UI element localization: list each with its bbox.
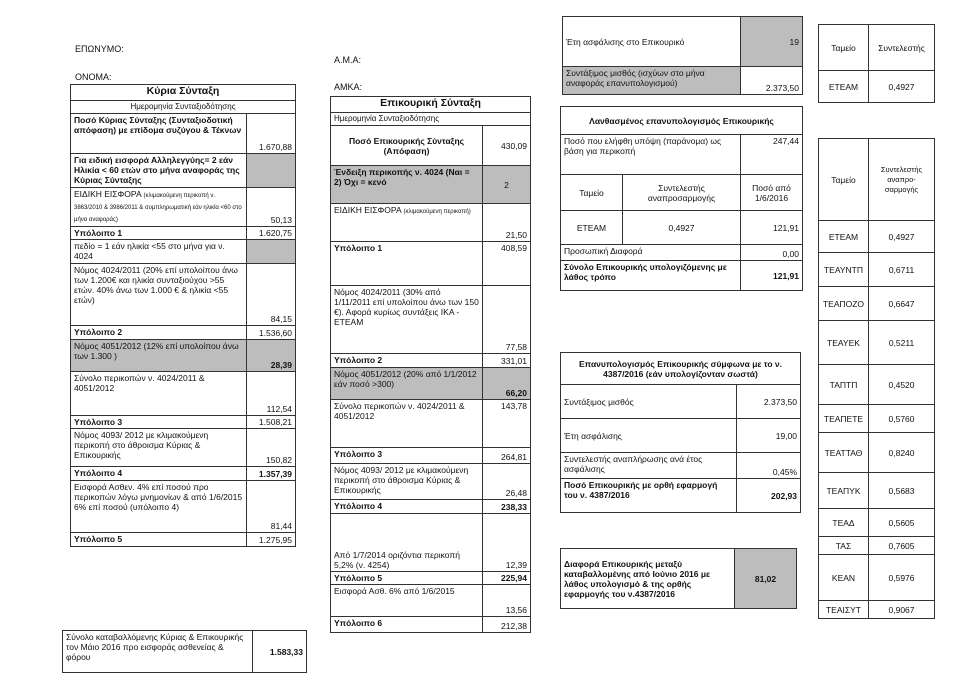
- fund-rate-row-fund: ΤΑΣ: [819, 537, 869, 555]
- aux-horizontal-cut-label: Από 1/7/2014 οριζόντια περικοπή 5,2% (ν. 4254): [331, 514, 483, 572]
- aux-balance-2-value: 331,01: [483, 354, 531, 368]
- aux-law-4024-value: 77,58: [483, 286, 531, 354]
- wrong-base-label: Ποσό που ελήφθη υπόψη (παράνομα) ως βάση για περικοπή: [561, 135, 741, 175]
- aux-amount-label: Ποσό Επικουρικής Σύνταξης (Απόφαση): [331, 126, 483, 166]
- fund-rate-row-fund: ΤΑΠΤΠ: [819, 365, 869, 405]
- fund-rates-col-rate: Συντελεστής αναπρο-σαρμογής: [869, 139, 935, 221]
- fund-rate-row-fund: ΤΕΑΠΥΚ: [819, 473, 869, 509]
- fund-rate-row-fund: ΤΕΑΥΕΚ: [819, 321, 869, 365]
- difference-label: Διαφορά Επικουρικής μεταξύ καταβαλλομένης από Ιούνιο 2016 με λάθος υπολογισμό & της ορθής εφαρμογής του ν.4387/2016: [561, 549, 735, 609]
- main-balance-3-label: Υπόλοιπο 3: [71, 416, 247, 429]
- main-cuts-total-value: 112,54: [247, 372, 296, 416]
- fund-rate-row-fund: ΕΤΕΑΜ: [819, 221, 869, 253]
- fund-rate-row-fund: ΚΕΑΝ: [819, 555, 869, 601]
- fund-small-fund: ΕΤΕΑΜ: [819, 71, 869, 103]
- aux-law-4093-label: Νόμος 4093/ 2012 με κλιμακούμενη περικοπή στο άθροισμα Κύριας & Επικουρικής: [331, 464, 483, 500]
- main-balance-4-value: 1.357,39: [247, 467, 296, 481]
- age-field-value: [247, 240, 296, 264]
- special-contribution-value: 50,13: [247, 188, 296, 227]
- main-cuts-total-label: Σύνολο περικοπών ν. 4024/2011 & 4051/2012: [71, 372, 247, 416]
- personal-diff-label: Προσωπική Διαφορά: [561, 245, 741, 261]
- main-balance-2-label: Υπόλοιπο 2: [71, 326, 247, 340]
- main-balance-1-value: 1.620,75: [247, 227, 296, 240]
- fund-rates-table: [818, 138, 935, 619]
- main-health-contribution-value: 81,44: [247, 481, 296, 533]
- special-contribution-note: (κλιμακούμενη περικοπή ν. 3863/2010 & 3986/2011 & συμπληρωματική εάν ηλικία <60 στο μήνα αναφοράς): [74, 193, 242, 223]
- main-pension-table: [70, 84, 296, 547]
- fund-rate-row-fund: ΤΕΑΠΕΤΕ: [819, 405, 869, 433]
- correct-years-label: Έτη ασφάλισης: [561, 419, 737, 453]
- aux-balance-3-label: Υπόλοιπο 3: [331, 448, 483, 464]
- main-pension-title: Κύρια Σύνταξη: [71, 85, 296, 101]
- fund-rate-row-rate: 0,6647: [869, 287, 935, 321]
- wrong-calc-title: Λανθασμένος επανυπολογισμός Επικουρικής: [561, 107, 803, 135]
- amka-label: ΑΜΚΑ:: [334, 82, 363, 92]
- aux-balance-4-value: 238,33: [483, 500, 531, 514]
- correct-salary-value: 2.373,50: [737, 385, 801, 419]
- main-law-4051-value: 28,39: [247, 340, 296, 372]
- aux-balance-5-value: 225,94: [483, 572, 531, 585]
- aux-law-4093-value: 26,48: [483, 464, 531, 500]
- aux-pension-title: Επικουρική Σύνταξη: [331, 97, 531, 113]
- fund-small-table: [818, 24, 935, 103]
- aux-years-value: 19: [741, 17, 803, 67]
- aux-balance-3-value: 264,81: [483, 448, 531, 464]
- main-balance-5-label: Υπόλοιπο 5: [71, 533, 247, 547]
- fund-rate-row-rate: 0,4520: [869, 365, 935, 405]
- fund-rate-row-rate: 0,4927: [869, 221, 935, 253]
- wrong-rate: 0,4927: [623, 211, 741, 245]
- aux-balance-1-label: Υπόλοιπο 1: [331, 242, 483, 286]
- correct-calc-table: [560, 352, 801, 513]
- name-label: ΟΝΟΜΑ:: [75, 72, 112, 82]
- main-balance-5-value: 1.275,95: [247, 533, 296, 547]
- fund-rate-row-fund: ΤΕΑΥΝΤΠ: [819, 253, 869, 287]
- wrong-total-label: Σύνολο Επικουρικής υπολογιζόμενης με λάθος τρόπο: [561, 261, 741, 291]
- wrong-amount: 121,91: [741, 211, 803, 245]
- surname-label: ΕΠΩΝΥΜΟ:: [75, 44, 124, 54]
- aux-pension-date-label: Ημερομηνία Συνταξιοδότησης: [331, 113, 531, 126]
- main-law-4051-label: Νόμος 4051/2012 (12% επί υπολοίπου άνω των 1.300 ): [71, 340, 247, 372]
- aux-balance-2-label: Υπόλοιπο 2: [331, 354, 483, 368]
- aux-cuts-total-value: 143,78: [483, 400, 531, 448]
- fund-rate-row-rate: 0,5760: [869, 405, 935, 433]
- main-law-4024-label: Νόμος 4024/2011 (20% επί υπολοίπου άνω των 1.200€ και ηλικία συνταξιούχου >55 ετών. 40% άνω των 1.000 € & ηλικία <55 ετών): [71, 264, 247, 326]
- aux-law-4051-label: Νόμος 4051/2012 (20% από 1/1/2012 εάν ποσό >300): [331, 368, 483, 400]
- correct-salary-label: Συντάξιμος μισθός: [561, 385, 737, 419]
- fund-rate-row-rate: 0,5683: [869, 473, 935, 509]
- total-paid-label: Σύνολο καταβαλλόμενης Κύριας & Επικουρικής τον Μάιο 2016 προ εισφοράς ασθενείας & φόρου: [63, 631, 253, 673]
- fund-rate-row-rate: 0,8240: [869, 433, 935, 473]
- fund-rate-row-rate: 0,7605: [869, 537, 935, 555]
- main-health-contribution-label: Εισφορά Ασθεν. 4% επί ποσού προ περικοπών λόγω μνημονίων & από 1/6/2015 6% επί ποσού (υπόλοιπο 4): [71, 481, 247, 533]
- fund-rate-row-rate: 0,5211: [869, 321, 935, 365]
- aux-special-contribution-label: ΕΙΔΙΚΗ ΕΙΣΦΟΡΑ: [334, 205, 402, 215]
- correct-rate-label: Συντελεστής αναπλήρωσης ανά έτος ασφάλισης: [561, 453, 737, 479]
- ama-label: Α.Μ.Α:: [334, 55, 362, 65]
- total-paid-value: 1.583,33: [253, 631, 307, 673]
- years-salary-table: [562, 16, 803, 95]
- aux-salary-label: Συντάξιμος μισθός (ισχύων στο μήνα αναφοράς επανυπολογισμού): [563, 67, 741, 95]
- difference-table: [560, 548, 797, 609]
- main-amount-label: Ποσό Κύριας Σύνταξης (Συνταξιοδοτική απόφαση) με επίδομα συζύγου & Τέκνων: [71, 114, 247, 154]
- cut-indicator-label: Ένδειξη περικοπής ν. 4024 (Ναι = 2) Όχι = κενό: [331, 166, 483, 204]
- fund-rate-row-fund: ΤΕΑΠΟΖΟ: [819, 287, 869, 321]
- fund-small-col-fund: Ταμείο: [819, 25, 869, 71]
- aux-health-contribution-value: 13,56: [483, 585, 531, 617]
- main-law-4024-value: 84,15: [247, 264, 296, 326]
- personal-diff-value: 0,00: [741, 245, 803, 261]
- age-field-label: πεδίο = 1 εάν ηλικία <55 στο μήνα για ν. 4024: [71, 240, 247, 264]
- aux-special-contribution-cell: [331, 204, 483, 242]
- fund-rate-row-fund: ΤΕΑΤΤΑΘ: [819, 433, 869, 473]
- wrong-total-value: 121,91: [741, 261, 803, 291]
- fund-rate-row-rate: 0,5976: [869, 555, 935, 601]
- main-balance-4-label: Υπόλοιπο 4: [71, 467, 247, 481]
- fund-small-col-rate: Συντελεστής: [869, 25, 935, 71]
- fund-rate-row-fund: ΤΕΑΙΣΥΤ: [819, 601, 869, 619]
- wrong-base-value: 247,44: [741, 135, 803, 175]
- main-amount-value: 1.670,88: [247, 114, 296, 154]
- wrong-col-rate: Συντελεστής αναπροσαρμογής: [623, 175, 741, 211]
- wrong-calc-table: [560, 106, 803, 291]
- difference-value: 81,02: [735, 549, 797, 609]
- aux-balance-5-label: Υπόλοιπο 5: [331, 572, 483, 585]
- fund-rate-row-rate: 0,9067: [869, 601, 935, 619]
- main-balance-1-label: Υπόλοιπο 1: [71, 227, 247, 240]
- correct-years-value: 19,00: [737, 419, 801, 453]
- aux-years-label: Έτη ασφάλισης στο Επικουρικό: [563, 17, 741, 67]
- wrong-col-fund: Ταμείο: [561, 175, 623, 211]
- main-law-4093-label: Νόμος 4093/ 2012 με κλιμακούμενη περικοπή στο άθροισμα Κύριας & Επικουρικής: [71, 429, 247, 467]
- aux-cuts-total-label: Σύνολο περικοπών ν. 4024/2011 & 4051/2012: [331, 400, 483, 448]
- aux-law-4051-value: 66,20: [483, 368, 531, 400]
- fund-rate-row-rate: 0,5605: [869, 509, 935, 537]
- aux-special-contribution-value: 21,50: [483, 204, 531, 242]
- aux-horizontal-cut-value: 12,39: [483, 514, 531, 572]
- main-pension-date-label: Ημερομηνία Συνταξιοδότησης: [71, 101, 296, 114]
- solidarity-label: Για ειδική εισφορά Αλληλεγγύης= 2 εάν Ηλικία < 60 ετών στο μήνα αναφοράς της Κύριας Σύνταξης: [71, 154, 247, 188]
- main-law-4093-value: 150,82: [247, 429, 296, 467]
- correct-amount-label: Ποσό Επικουρικής με ορθή εφαρμογή του ν. 4387/2016: [561, 479, 737, 513]
- wrong-col-amount: Ποσό από 1/6/2016: [741, 175, 803, 211]
- cut-indicator-value: 2: [483, 166, 531, 204]
- aux-pension-table: [330, 96, 531, 633]
- aux-salary-value: 2.373,50: [741, 67, 803, 95]
- main-balance-3-value: 1.508,21: [247, 416, 296, 429]
- special-contribution-label: ΕΙΔΙΚΗ ΕΙΣΦΟΡΑ: [74, 189, 142, 199]
- fund-rate-row-fund: ΤΕΑΔ: [819, 509, 869, 537]
- fund-rates-col-fund: Ταμείο: [819, 139, 869, 221]
- correct-rate-value: 0,45%: [737, 453, 801, 479]
- aux-special-contribution-note: (κλιμακούμενη περικοπή): [403, 209, 471, 215]
- aux-balance-6-value: 212,38: [483, 617, 531, 633]
- main-balance-2-value: 1.536,60: [247, 326, 296, 340]
- solidarity-value: [247, 154, 296, 188]
- wrong-fund: ΕΤΕΑΜ: [561, 211, 623, 245]
- aux-balance-1-value: 408,59: [483, 242, 531, 286]
- correct-amount-value: 202,93: [737, 479, 801, 513]
- aux-balance-4-label: Υπόλοιπο 4: [331, 500, 483, 514]
- aux-health-contribution-label: Εισφορά Ασθ. 6% από 1/6/2015: [331, 585, 483, 617]
- special-contribution-cell: [71, 188, 247, 227]
- correct-calc-title: Επανυπολογισμός Επικουρικής σύμφωνα με το ν. 4387/2016 (εάν υπολογίζονταν σωστά): [561, 353, 801, 385]
- aux-balance-6-label: Υπόλοιπο 6: [331, 617, 483, 633]
- fund-rate-row-rate: 0,6711: [869, 253, 935, 287]
- fund-small-rate: 0,4927: [869, 71, 935, 103]
- total-paid-table: [62, 630, 307, 673]
- aux-amount-value: 430,09: [483, 126, 531, 166]
- aux-law-4024-label: Νόμος 4024/2011 (30% από 1/11/2011 επί υπολοίπου άνω των 150 €). Αφορά κυρίως συντάξεις ΙΚΑ - ΕΤΕΑΜ: [331, 286, 483, 354]
